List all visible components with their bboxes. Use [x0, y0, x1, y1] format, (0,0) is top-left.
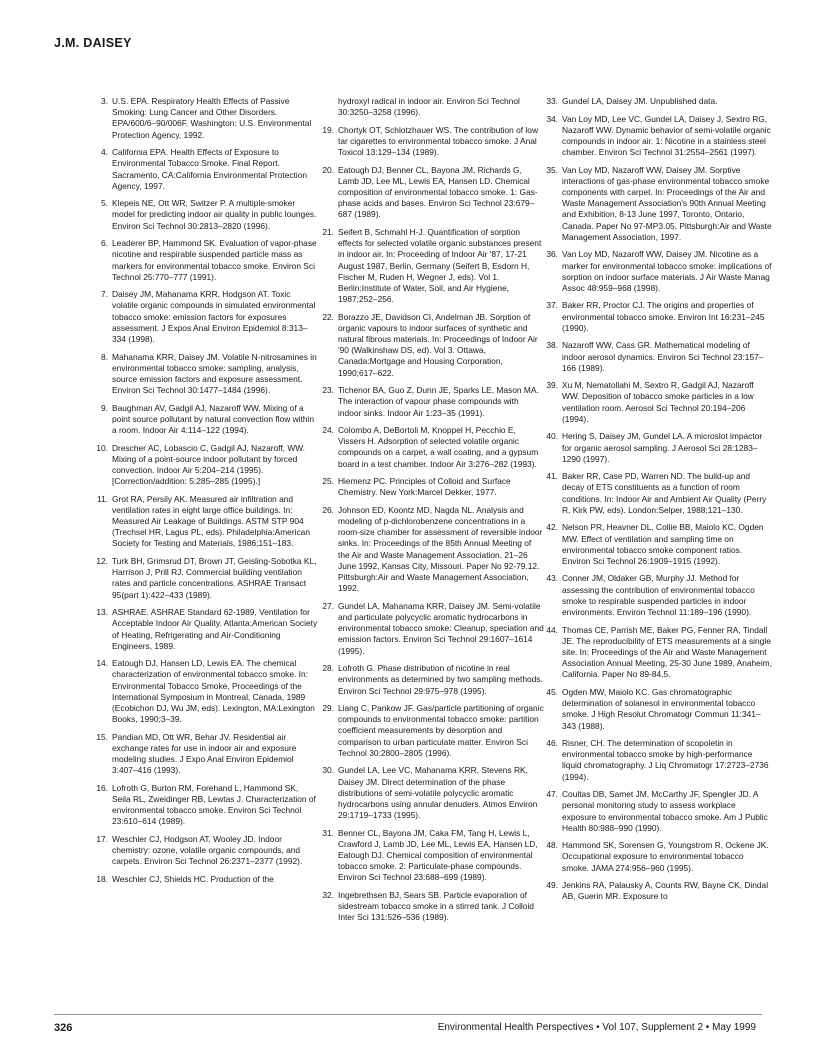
reference-item [90, 834, 318, 868]
reference-item [540, 300, 772, 334]
reference-item [316, 663, 544, 697]
reference-item [316, 765, 544, 821]
reference-number: 7. [101, 289, 108, 300]
reference-number: 49. [546, 880, 558, 891]
reference-number: 17. [96, 833, 108, 844]
reference-text: Seifert B, Schmahl H-J. Quantification of sorption effects for selected volatile organic substances present in indoor air. In: Proceeding of Indoor Air '87, 17-21 August 1987, Berlin, Germany (Seifert B, Esdorn H, Fischer M, Ruden H, Wegner J, eds). Vol 1. Berlin:Institute of Water, Soil, and Air Hygiene, 1987;252–256. [338, 226, 542, 305]
reference-text: Van Loy MD, Lee VC, Gundel LA, Daisey J, Sextro RG, Nazaroff WW. Dynamic behavior of semi-volatile organic compounds in indoor air. 1: Nicotine in a stainless steel chamber. Environ Sci Technol 31:2554–2561 (1997). [562, 113, 771, 158]
reference-item [540, 114, 772, 159]
reference-text: Coultas DB, Samet JM, McCarthy JF, Spengler JD. A personal monitoring study to assess workplace exposure to environmental tobacco smoke. Am J Public Health 80:988–990 (1990). [562, 789, 768, 833]
reference-continuation [316, 96, 544, 118]
reference-item [540, 340, 772, 374]
reference-text: Nazaroff WW, Cass GR. Mathematical modeling of indoor aerosol dynamics. Environ Sci Technol 23:157–166 (1989). [562, 340, 764, 373]
reference-number: 47. [546, 789, 558, 800]
reference-number: 8. [101, 351, 108, 362]
journal-citation: Environmental Health Perspectives • Vol 107, Supplement 2 • May 1999 [437, 1022, 756, 1033]
page-number: 326 [54, 1022, 73, 1034]
reference-number: 20. [322, 164, 334, 175]
reference-text: Van Loy MD, Nazaroff WW, Daisey JM. Sorptive interactions of gas-phase environmental tobacco smoke components with carpet. In: Proceedings of the Air and Waste Management Association's 90th Annual Meeting and Exhibition, 8-13 June 1997, Toronto, Ontario, Canada. Paper No 97-MP3.05. Pittsburgh:Air and Waste Management Association, 1997. [562, 164, 772, 242]
reference-text: Hiemenz PC. Principles of Colloid and Surface Chemistry. New York:Marcel Dekker, 1977. [338, 476, 511, 498]
reference-item [316, 165, 544, 221]
reference-item [540, 471, 772, 516]
reference-text: Baker RR, Proctor CJ. The origins and properties of environmental tobacco smoke. Environ Int 16:231–245 (1990). [562, 300, 765, 333]
reference-number: 30. [322, 765, 334, 776]
reference-item [316, 385, 544, 419]
reference-item [316, 125, 544, 159]
reference-text: Weschler CJ, Hodgson AT, Wooley JD. Indoor chemistry: ozone, volatile organic compounds, and carpets. Environ Sci Technol 26:2371–2377 (1992). [112, 833, 303, 867]
reference-text: Chortyk OT, Schlotzhauer WS. The contribution of low tar cigarettes to environmental tobacco smoke. J Anal Toxicol 13:129–134 (1989). [338, 124, 539, 158]
reference-text: Ingebrethsen BJ, Sears SB. Particle evaporation of sidestream tobacco smoke in a stirred tank. J Colloid Inter Sci 131:526–536 (1989). [338, 889, 534, 923]
reference-number: 32. [322, 889, 334, 900]
reference-item [316, 312, 544, 379]
reference-text: U.S. EPA. Respiratory Health Effects of Passive Smoking: Lung Cancer and Other Disorders. EPA/600/6–90/006F. Washington: U.S. Environmental Protection Agency, 1992. [112, 96, 312, 140]
reference-item [540, 687, 772, 732]
reference-number: 37. [546, 300, 558, 311]
reference-text: Hering S, Daisey JM, Gundel LA. A microslot impactor for organic aerosol sampling. J Aerosol Sci 28:1283–1290 (1997). [562, 431, 763, 464]
reference-number: 18. [96, 873, 108, 884]
reference-number: 3. [101, 96, 108, 106]
reference-text: Johnson ED, Koontz MD, Nagda NL. Analysis and modeling of p-dichlorobenzene concentrations in a room-size chamber for assessment of reversible indoor sinks. In: Proceedings of the 85th Annual Meeting of the Air and Waste Management Association, 21–26 June 1992, Kansas City, Missouri. Paper No 92-79.12. Pittsburgh:Air and Waste Management Association, 1992. [338, 504, 543, 594]
reference-text: ASHRAE. ASHRAE Standard 62-1989, Ventilation for Acceptable Indoor Air Quality. Atlanta:American Society of Heating, Refrigerating and Air-Conditioning Engineers, 1989. [112, 607, 318, 651]
reference-text: Risner, CH. The determination of scopoletin in environmental tobacco smoke by high-performance liquid chromatography. J Liq Chromatogr 17:2723–2736 (1994). [562, 738, 769, 782]
reference-number: 42. [546, 522, 558, 533]
reference-text: Gundel LA, Lee VC, Mahanama KRR, Stevens RK, Daisey JM. Direct determination of the phase distributions of semi-volatile polycyclic aromatic hydrocarbons using annular denuders. Atmos Environ 29:1719–1733 (1995). [338, 765, 538, 821]
reference-item [90, 443, 318, 488]
reference-number: 26. [322, 504, 334, 515]
reference-number: 44. [546, 624, 558, 635]
footer-rule [54, 1014, 762, 1015]
reference-text: Conner JM, Oldaker GB, Murphy JJ. Method for assessing the contribution of environmental tobacco smoke to respirable suspended particles in indoor environments. Environ Technol 11:189–196 (1990). [562, 573, 755, 618]
reference-item [540, 880, 772, 902]
reference-text: Pandian MD, Ott WR, Behar JV. Residential air exchange rates for use in indoor air and exposure modeling studies. J Expo Anal Environ Epidemiol 3:407–416 (1993). [112, 731, 297, 776]
reference-item [90, 732, 318, 777]
reference-column-3 [540, 96, 772, 909]
reference-column-1 [90, 96, 318, 891]
reference-number: 12. [96, 555, 108, 566]
reference-item [540, 738, 772, 783]
reference-number: 22. [322, 311, 334, 322]
reference-number: 35. [546, 164, 558, 175]
reference-text: Gundel LA, Daisey JM. Unpublished data. [562, 96, 718, 106]
reference-item [90, 96, 318, 141]
reference-text: hydroxyl radical in indoor air. Environ Sci Technol 30:3250–3258 (1996). [338, 96, 520, 118]
reference-item [90, 874, 318, 885]
reference-number: 29. [322, 703, 334, 714]
reference-text: Baker RR, Case PD, Warren ND. The build-up and decay of ETS constituents as a function of room conditions. In: Indoor Air and Ambient Air Quality (Perry R, Kirk PW, eds). London:Selper, 1988;121–130. [562, 471, 767, 515]
reference-number: 24. [322, 425, 334, 436]
reference-text: Weschler CJ, Shields HC. Production of the [112, 873, 274, 884]
reference-item [316, 703, 544, 759]
reference-number: 48. [546, 840, 558, 851]
reference-item [90, 147, 318, 192]
reference-item [316, 890, 544, 924]
reference-text: Daisey JM, Mahanama KRR, Hodgson AT. Toxic volatile organic compounds in simulated environmental tobacco smoke: emission factors for exposures assessment. J Expos Anal Environ Epidemiol 8:313–334 (1998). [112, 289, 316, 345]
reference-item [316, 227, 544, 305]
reference-number: 19. [322, 124, 334, 135]
reference-text: Xu M, Nematollahi M, Sextro R, Gadgil AJ, Nazaroff WW. Deposition of tobacco smoke particles in a low ventilation room. Aerosol Sci Technol 20:194–206 (1994). [562, 380, 754, 424]
reference-item [90, 783, 318, 828]
reference-number: 46. [546, 738, 558, 749]
reference-item [540, 840, 772, 874]
reference-item [90, 556, 318, 601]
reference-text: Lofroth G, Burton RM, Forehand L, Hammond SK, Seila RL, Zweidinger RB, Lewtas J. Characterization of environmental tobacco smoke. Environ Sci Technol 23:610–614 (1989). [112, 782, 316, 827]
reference-text: Liang C, Pankow JF. Gas/particle partitioning of organic compounds to environmental tobacco smoke: partition coefficient measurements by desorption and comparison to urban particulate matter. Environ Sci Technol 30:2800–2805 (1996). [338, 703, 544, 758]
reference-number: 41. [546, 471, 558, 482]
reference-text: Thomas CE, Parrish ME, Baker PG, Fenner RA, Tindall JE. The reproducibility of ETS measurements at a single site. In: Proceedings of the Air and Waste Management Association Annual Meeting, 25-30 June 1989, Anaheim, California. Paper No 89-84.5. [562, 624, 772, 680]
reference-text: Van Loy MD, Nazaroff WW, Daisey JM. Nicotine as a marker for environmental tobacco smoke: implications of sorption on indoor surface materials. J Air Waste Manag Assoc 48:959–968 (1998). [562, 249, 772, 293]
reference-item [90, 658, 318, 725]
reference-item [90, 494, 318, 550]
reference-item [540, 522, 772, 567]
reference-number: 14. [96, 658, 108, 669]
reference-number: 6. [101, 238, 108, 249]
reference-number: 43. [546, 573, 558, 584]
reference-text: Ogden MW, Maiolo KC. Gas chromatographic determination of solanesol in environmental tobacco smoke. J High Resolut Chromatogr Commun 11:341–343 (1988). [562, 686, 761, 731]
reference-item [90, 238, 318, 283]
reference-item [90, 352, 318, 397]
reference-text: Colombo A, DeBortoli M, Knoppel H, Pecchio E, Vissers H. Adsorption of selected volatile organic compounds on a carpet, a wall coating, and a gypsum board in a test chamber. Indoor Air 3:276–282 (1993). [338, 425, 539, 469]
reference-number: 40. [546, 431, 558, 442]
reference-text: Eatough DJ, Benner CL, Bayona JM, Richards G, Lamb JD, Lee ML, Lewis EA, Hansen LD. Chemical composition of environmental tobacco smoke. 1: Gas-phase acids and bases. Environ Sci Technol 23:679–687 (1989). [338, 164, 538, 220]
reference-text: Hammond SK, Sorensen G, Youngstrom R, Ockene JK. Occupational exposure to environmental tobacco smoke. JAMA 274:956–960 (1995). [562, 840, 769, 873]
reference-text: Grot RA, Persily AK. Measured air infiltration and ventilation rates in eight large office buildings. In: Measured Air Leakage of Buildings. ASTM STP 904 (Trechsel HR, Lagus PL, eds). Philadelphia:American Society for Testing and Materials, 1986;151–183. [112, 493, 310, 549]
reference-text: Baughman AV, Gadgil AJ, Nazaroff WW. Mixing of a point source pollutant by natural convection flow within a room. Indoor Air 4:114–122 (1994). [112, 402, 315, 436]
reference-text: California EPA. Health Effects of Exposure to Environmental Tobacco Smoke. Final Report. Sacramento, CA:California Environmental Protection Agency, 1997. [112, 147, 308, 191]
reference-item [540, 249, 772, 294]
reference-number: 16. [96, 782, 108, 793]
reference-item [316, 828, 544, 884]
reference-number: 13. [96, 607, 108, 618]
reference-number: 34. [546, 113, 558, 124]
reference-number: 10. [96, 442, 108, 453]
reference-item [90, 198, 318, 232]
reference-text: Benner CL, Bayona JM, Caka FM, Tang H, Lewis L, Crawford J, Lamb JD, Lee ML, Lewis EA, Hansen LD, Eatough DJ. Chemical composition of environmental tobacco smoke. 2: Particulate-phase compounds. Environ Sci Technol 23:688–699 (1989). [338, 827, 538, 883]
reference-number: 33. [546, 96, 558, 106]
reference-number: 39. [546, 380, 558, 391]
reference-item [540, 380, 772, 425]
reference-item [540, 573, 772, 618]
reference-item [540, 625, 772, 681]
reference-item [316, 425, 544, 470]
reference-text: Leaderer BP, Hammond SK. Evaluation of vapor-phase nicotine and respirable suspended particle mass as markers for environmental tobacco smoke. Environ Sci Technol 25:770–777 (1991). [112, 238, 317, 282]
reference-text: Jenkins RA, Palausky A, Counts RW, Bayne CK, Dindal AB, Guerin MR. Exposure to [562, 880, 769, 902]
reference-item [90, 289, 318, 345]
reference-item [540, 789, 772, 834]
reference-text: Tichenor BA, Guo Z, Dunn JE, Sparks LE, Mason MA. The interaction of vapour phase compounds with indoor sinks. Indoor Air 1:23–35 (1991). [338, 385, 539, 418]
reference-text: Turk BH, Grimsrud DT, Brown JT, Geisling-Sobotka KL, Harrison J, Prill RJ. Commercial building ventilation rates and particle concentrations. ASHRAE Transact 95(part 1):422–433 (1989). [112, 555, 317, 600]
reference-number: 15. [96, 731, 108, 742]
reference-number: 23. [322, 385, 334, 396]
reference-text: Borazzo JE, Davidson CI, Andelman JB. Sorption of organic vapours to indoor surfaces of synthetic and natural fibrous materials. In: Proceedings of Indoor Air '90 (Walkinshaw DS, ed). Vol 3. Ottawa, Canada:Mortgage and Housing Corporation, 1990;617–622. [338, 311, 538, 378]
reference-text: Nelson PR, Heavner DL, Collie BB, Maiolo KC, Ogden MW. Effect of ventilation and sampling time on environmental tobacco smoke component ratios. Environ Sci Technol 26:1909–1915 (1992). [562, 522, 764, 566]
reference-item [540, 431, 772, 465]
reference-item [90, 607, 318, 652]
reference-item [540, 96, 772, 107]
reference-number: 5. [101, 198, 108, 209]
reference-number: 4. [101, 147, 108, 158]
reference-number: 36. [546, 249, 558, 260]
reference-number: 9. [101, 402, 108, 413]
reference-number: 45. [546, 686, 558, 697]
reference-text: Eatough DJ, Hansen LD, Lewis EA. The chemical characterization of environmental tobacco smoke. In: Environmental Tobacco Smoke, Proceedings of the International Symposium in Montreal, Canada, 1989 (Ecobichon DJ, Wu JM, eds). Lexington, MA:Lexington Books, 1990;3–39. [112, 658, 315, 725]
reference-item [316, 505, 544, 595]
reference-number: 28. [322, 663, 334, 674]
reference-text: Lofroth G. Phase distribution of nicotine in real environments as determined by two sampling methods. Environ Sci Technol 29:975–978 (1995). [338, 663, 543, 696]
reference-number: 31. [322, 827, 334, 838]
reference-number: 27. [322, 600, 334, 611]
reference-column-2 [316, 96, 544, 930]
reference-number: 21. [322, 226, 334, 237]
running-head: J.M. DAISEY [54, 36, 132, 50]
reference-text: Gundel LA, Mahanama KRR, Daisey JM. Semi-volatile and particulate polycyclic aromatic hydrocarbons in environmental tobacco smoke: Cleanup, speciation and emission factors. Environ Sci Technol 29:1607–1614 (1995). [338, 600, 544, 656]
reference-item [90, 403, 318, 437]
reference-item [316, 476, 544, 498]
reference-text: Mahanama KRR, Daisey JM. Volatile N-nitrosamines in environmental tobacco smoke: sampling, analysis, source emission factors and exposure assessment. Environ Sci Technol 30:1477–1484 (1996). [112, 351, 317, 396]
reference-item [316, 601, 544, 657]
reference-number: 11. [96, 493, 108, 504]
reference-number: 25. [322, 476, 334, 487]
reference-item [540, 165, 772, 243]
reference-text: Drescher AC, Lobascio C, Gadgil AJ, Nazaroff, WW. Mixing of a point-source indoor pollutant by forced convection. Indoor Air 5:204–214 (1995). [Correction/addition: 5:285–285 (1995).] [112, 442, 306, 487]
reference-number: 38. [546, 340, 558, 351]
reference-text: Klepeis NE, Ott WR, Switzer P. A multiple-smoker model for predicting indoor air quality in public lounges. Environ Sci Technol 30:2813–2820 (1996). [112, 198, 317, 231]
